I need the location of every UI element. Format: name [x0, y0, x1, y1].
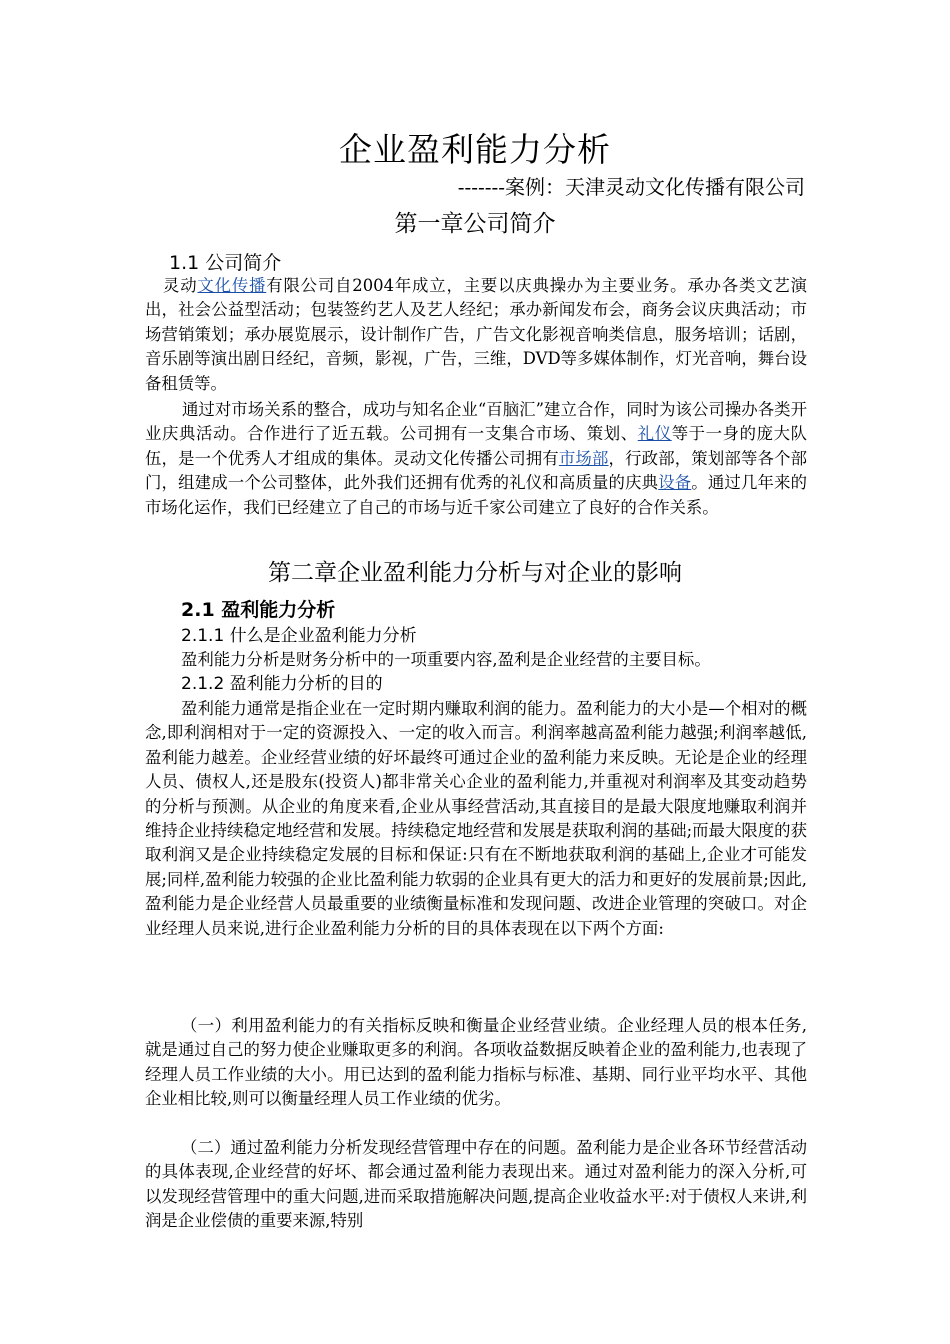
- paragraph-point-one: （一）利用盈利能力的有关指标反映和衡量企业经营业绩。企业经理人员的根本任务,就是通过自己的努力使企业赚取更多的利润。各项收益数据反映着企业的盈利能力,也表现了经理人员工作业绩的大小。用已达到的盈利能力指标与标准、基期、同行业平均水平、其他企业相比较,则可以衡量经理人员工作业绩的优劣。: [145, 1016, 807, 1109]
- text-run: 有限公司自2004年成立，主要以庆典操办为主要业务。承办各类文艺演出，社会公益型活动；包装签约艺人及艺人经纪；承办新闻发布会，商务会议庆典活动；市场营销策划；承办展览展示，设计制作广告，广告文化影视音响类信息，服务培训；话剧，音乐剧等演出剧日经纪，音频，影视，广告，三维，DVD等多媒体制作，灯光音响，舞台设备租赁等。: [145, 276, 808, 393]
- link-equipment[interactable]: 设备: [658, 473, 692, 493]
- text-run: 灵动: [163, 276, 198, 295]
- text-run: 通过对市场关系的整合，成功与知名企业“百脑汇”建立合作，同时为该公司操办各类开业庆典活动。合作进行了近五载。公司拥有一支集合市场、策划、: [145, 400, 807, 444]
- paragraph-company-intro: [145, 274, 807, 396]
- paragraph-point-two: （二）通过盈利能力分析发现经营管理中存在的问题。盈利能力是企业各环节经营活动的具体表现,企业经营的好坏、都会通过盈利能力表现出来。通过对盈利能力的深入分析,可以发现经营管理中的重大问题,进而采取措施解决问题,提高企业收益水平:对于债权人来讲,利润是企业偿债的重要来源,特别: [145, 1138, 807, 1231]
- link-market-department[interactable]: 市场部: [558, 448, 609, 468]
- text-run: ，行政部，策划部等各个部门，组建成一个公司整体，此外我们还拥有优秀的礼仪和高质量的庆典: [145, 448, 808, 493]
- paragraph-cooperation: [145, 398, 807, 520]
- text-run: 等于一身的庞大队伍，是一个优秀人才组成的集体。灵动文化传播公司拥有: [145, 424, 808, 468]
- link-etiquette[interactable]: 礼仪: [637, 424, 672, 444]
- chapter-1-heading: 第一章公司简介: [394, 211, 556, 237]
- section-1-1-heading: 1.1 公司简介: [169, 252, 282, 274]
- paragraph-purpose: 盈利能力通常是指企业在一定时期内赚取利润的能力。盈利能力的大小是—个相对的概念,即利润相对于一定的资源投入、一定的收入而言。利润率越高盈利能力越强;利润率越低,盈利能力越差。企业经营业绩的好坏最终可通过企业的盈利能力来反映。无论是企业的经理人员、债权人,还是股东(投资人)都非常关心企业的盈利能力,并重视对利润率及其变动趋势的分析与预测。从企业的角度来看,企业从事经营活动,其直接目的是最大限度地赚取利润并维持企业持续稳定地经营和发展。持续稳定地经营和发展是获取利润的基础;而最大限度的获取利润又是企业持续稳定发展的目标和保证:只有在不断地获取利润的基础上,企业才可能发展;同样,盈利能力较强的企业比盈利能力软弱的企业具有更大的活力和更好的发展前景;因此,盈利能力是企业经营人员最重要的业绩衡量标准和发现问题、改进企业管理的突破口。对企业经理人员来说,进行企业盈利能力分析的目的具体表现在以下两个方面:: [145, 699, 807, 938]
- section-2-1-2-heading: 2.1.2 盈利能力分析的目的: [181, 674, 383, 694]
- paragraph-definition: 盈利能力分析是财务分析中的一项重要内容,盈利是企业经营的主要目标。: [181, 650, 711, 669]
- text-run: 。通过几年来的市场化运作，我们已经建立了自己的市场与近千家公司建立了良好的合作关系。: [145, 473, 808, 517]
- chapter-2-heading: 第二章企业盈利能力分析与对企业的影响: [268, 560, 682, 586]
- document-subtitle: -------案例：天津灵动文化传播有限公司: [457, 175, 805, 199]
- section-2-1-1-heading: 2.1.1 什么是企业盈利能力分析: [181, 626, 417, 646]
- section-2-1-heading: 2.1 盈利能力分析: [181, 599, 336, 621]
- document-title: 企业盈利能力分析: [339, 130, 611, 169]
- link-culture-media[interactable]: 文化传播: [197, 276, 267, 295]
